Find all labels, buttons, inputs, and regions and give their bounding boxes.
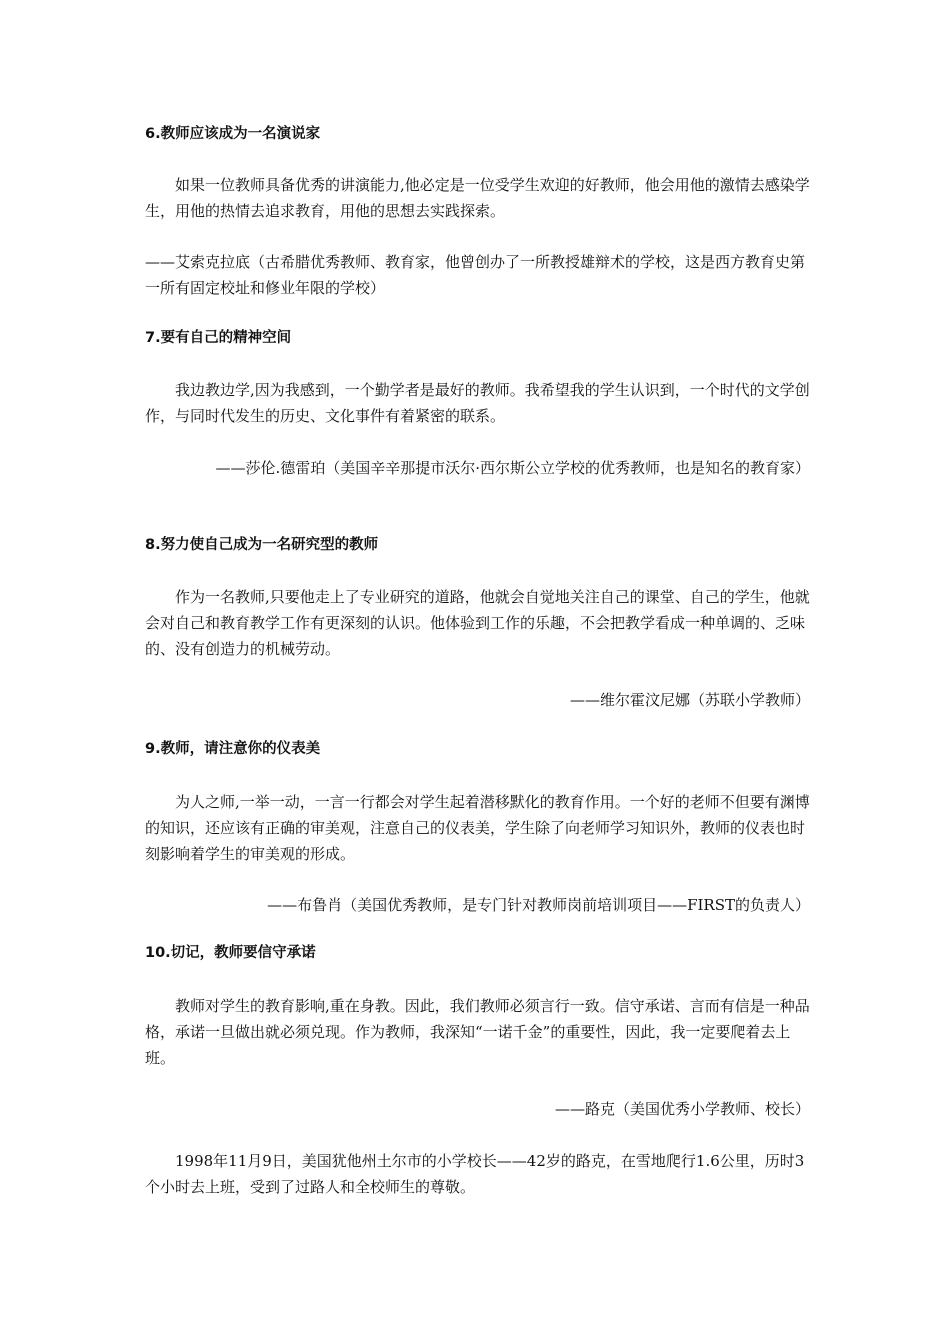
- section-9-body: 为人之师,一举一动，一言一行都会对学生起着潜移默化的教育作用。一个好的老师不但要有渊博的知识，还应该有正确的审美观，注意自己的仪表美，学生除了向老师学习知识外，教师的仪表也时刻影响着学生的审美观的形成。: [145, 793, 810, 863]
- section-7-quote: ——莎伦.德雷珀（美国辛辛那提市沃尔·西尔斯公立学校的优秀教师，也是知名的教育家）: [215, 459, 810, 477]
- section-6-body: 如果一位教师具备优秀的讲演能力,他必定是一位受学生欢迎的好教师，他会用他的激情去感染学生，用他的热情去追求教育，用他的思想去实践探索。: [145, 176, 810, 220]
- section-9-quote: ——布鲁肖（美国优秀教师，是专门针对教师岗前培训项目——FIRST的负责人）: [267, 896, 810, 914]
- section-10-body: 教师对学生的教育影响,重在身教。因此，我们教师必须言行一致。信守承诺、言而有信是一种品格，承诺一旦做出就必须兑现。作为教师，我深知“一诺千金”的重要性，因此，我一定要爬着去上班。: [145, 997, 810, 1067]
- section-6-heading: 6.教师应该成为一名演说家: [145, 126, 321, 142]
- section-9-heading: 9.教师，请注意你的仪表美: [145, 741, 321, 757]
- section-8-body: 作为一名教师,只要他走上了专业研究的道路，他就会自觉地关注自己的课堂、自己的学生，他就会对自己和教育教学工作有更深刻的认识。他体验到工作的乐趣，不会把教学看成一种单调的、乏味的、没有创造力的机械劳动。: [145, 588, 810, 658]
- section-7-body: 我边教边学,因为我感到，一个勤学者是最好的教师。我希望我的学生认识到，一个时代的文学创作，与同时代发生的历史、文化事件有着紧密的联系。: [145, 381, 810, 425]
- section-10-note: 1998年11月9日，美国犹他州土尔市的小学校长——42岁的路克，在雪地爬行1.6公里，历时3个小时去上班，受到了过路人和全校师生的尊敬。: [145, 1152, 805, 1196]
- section-10-quote: ——路克（美国优秀小学教师、校长）: [554, 1100, 810, 1118]
- section-10-heading: 10.切记，教师要信守承诺: [145, 945, 316, 961]
- section-7-heading: 7.要有自己的精神空间: [145, 330, 292, 346]
- section-6-quote: ——艾索克拉底（古希腊优秀教师、教育家，他曾创办了一所教授雄辩术的学校，这是西方教育史第一所有固定校址和修业年限的学校）: [145, 253, 806, 297]
- section-8-heading: 8.努力使自己成为一名研究型的教师: [145, 537, 379, 553]
- section-8-quote: ——维尔霍汶尼娜（苏联小学教师）: [569, 691, 810, 709]
